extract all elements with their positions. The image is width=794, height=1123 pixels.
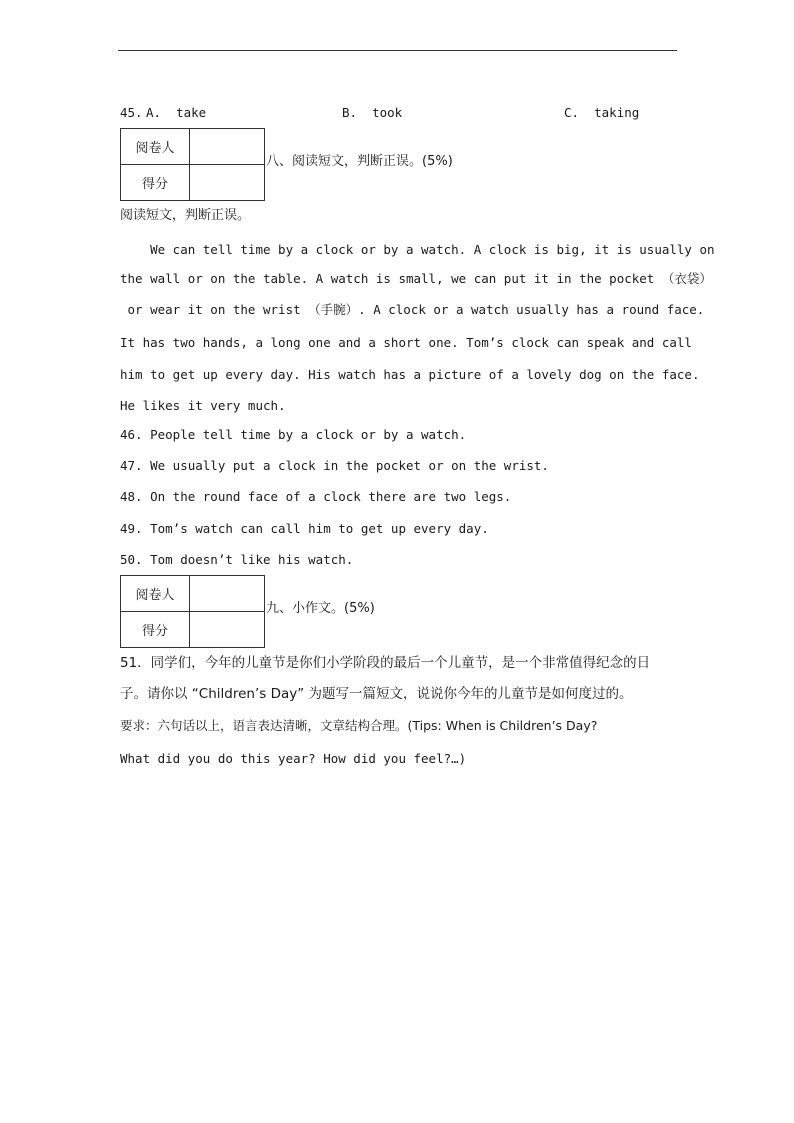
passage-line: He likes it very much.: [120, 398, 286, 413]
q45-option-b: B. took: [342, 105, 403, 120]
reviewer-label: 阅卷人: [121, 129, 190, 165]
section-8-title: 八、阅读短文，判断正误。(5%): [266, 154, 453, 169]
score-label: 得分: [121, 165, 190, 201]
section-9-title: 九、小作文。(5%): [266, 601, 375, 616]
statement-46: 46. People tell time by a clock or by a watch.: [120, 427, 467, 442]
score-label: 得分: [121, 612, 190, 648]
q45-option-c: C. taking: [564, 105, 640, 120]
passage-line: We can tell time by a clock or by a watch. A clock is big, it is usually on: [120, 242, 715, 257]
q51-line: What did you do this year? How did you feel?…): [120, 751, 467, 766]
statement-50: 50. Tom doesn’t like his watch.: [120, 552, 354, 567]
header-rule: [118, 50, 677, 51]
q45-number: 45.: [120, 105, 143, 120]
passage-line: It has two hands, a long one and a short one. Tom’s clock can speak and call: [120, 335, 692, 350]
passage-line: or wear it on the wrist （手腕）. A clock or a watch usually has a round face.: [120, 302, 705, 317]
q51-line: 51．同学们，今年的儿童节是你们小学阶段的最后一个儿童节，是一个非常值得纪念的日: [120, 655, 651, 671]
q51-line: 要求：六句话以上，语言表达清晰，文章结构合理。(Tips: When is Children’s Day?: [120, 718, 598, 733]
reviewer-cell[interactable]: [190, 576, 265, 612]
statement-47: 47. We usually put a clock in the pocket or on the wrist.: [120, 458, 549, 473]
section-8-instruction: 阅读短文，判断正误。: [120, 208, 251, 223]
score-table-1: [120, 128, 265, 201]
statement-49: 49. Tom’s watch can call him to get up every day.: [120, 521, 489, 536]
q51-line: 子。请你以 “Children’s Day” 为题写一篇短文，说说你今年的儿童节是如何度过的。: [120, 686, 633, 702]
reviewer-cell[interactable]: [190, 129, 265, 165]
statement-48: 48. On the round face of a clock there are two legs.: [120, 489, 512, 504]
q45-option-a: A. take: [146, 105, 207, 120]
passage-line: him to get up every day. His watch has a picture of a lovely dog on the face.: [120, 367, 700, 382]
score-cell[interactable]: [190, 165, 265, 201]
reviewer-label: 阅卷人: [121, 576, 190, 612]
score-table-2: [120, 575, 265, 648]
score-cell[interactable]: [190, 612, 265, 648]
passage-line: the wall or on the table. A watch is small, we can put it in the pocket （衣袋）: [120, 271, 712, 286]
